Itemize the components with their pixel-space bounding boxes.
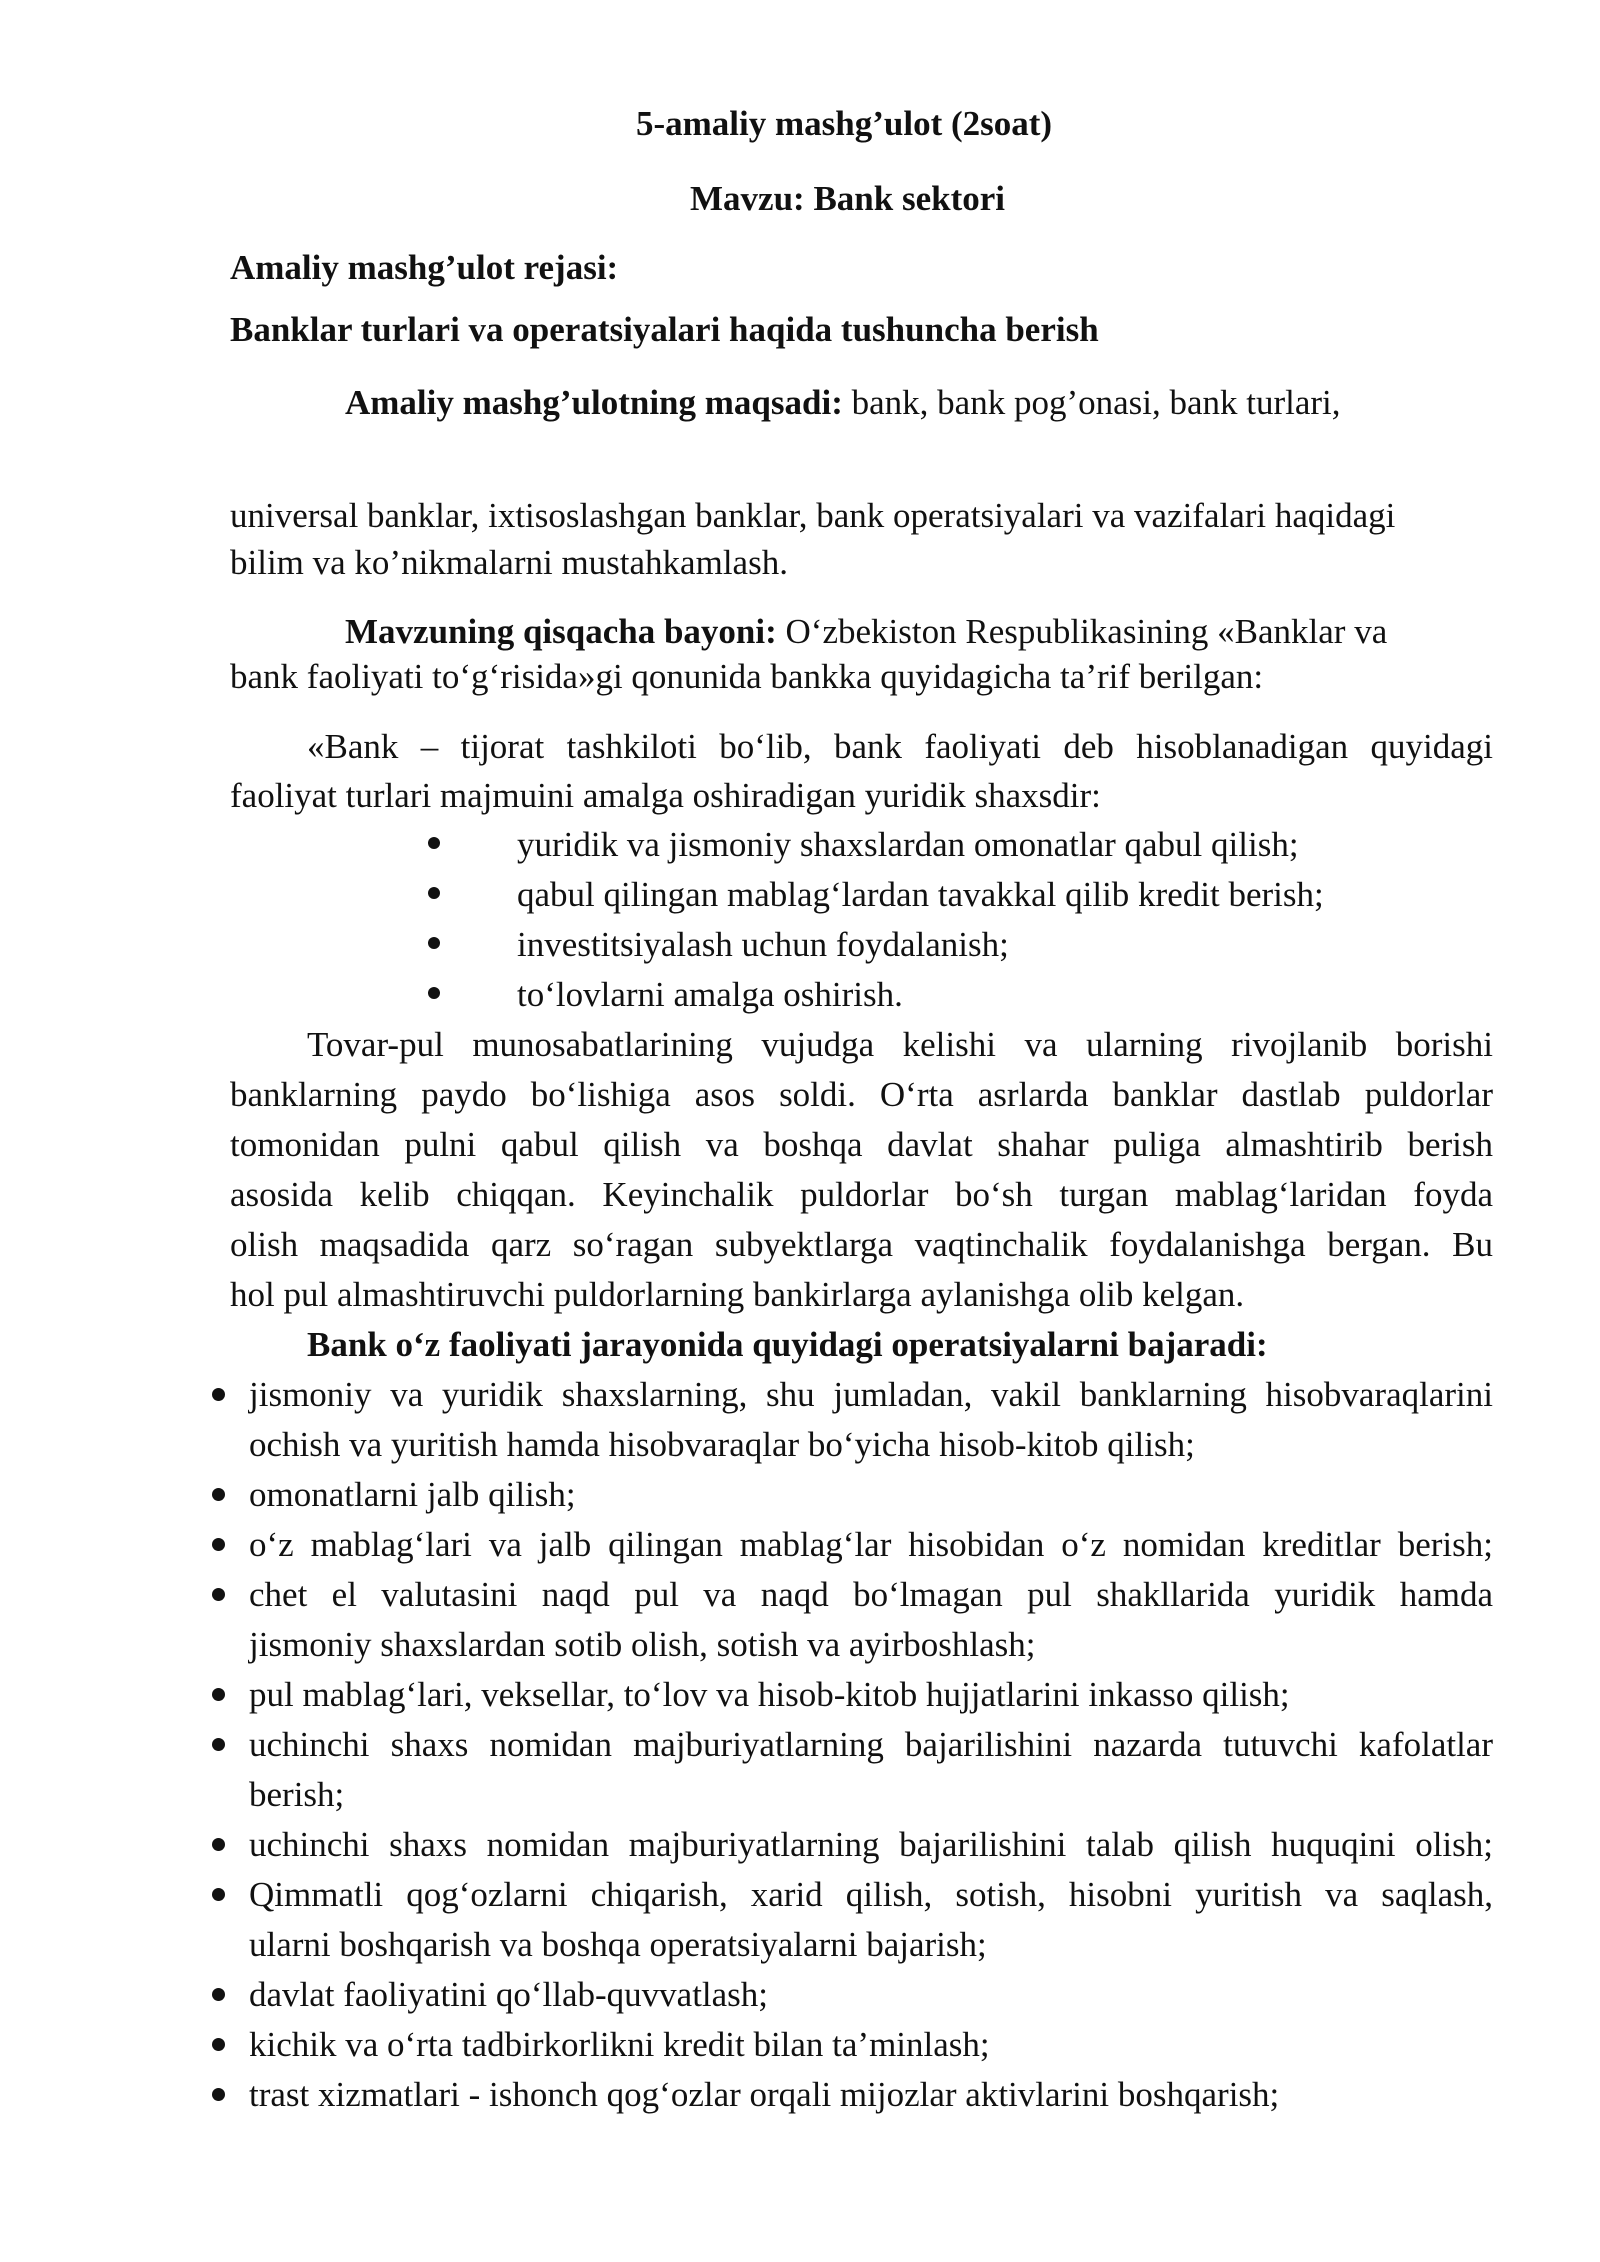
definition-bullet: yuridik va jismoniy shaxslardan omonatlar qabul qilish; [517, 825, 1299, 864]
bullet-icon [212, 1738, 225, 1751]
bullet-icon [212, 1838, 225, 1851]
purpose-line: bilim va ko’nikmalarni mustahkamlash. [230, 543, 788, 582]
operation-item: jismoniy va yuridik shaxslarning, shu jumladan, vakil banklarning hisobvaraqlarini [249, 1375, 1493, 1414]
operation-item: pul mablag‘lari, veksellar, to‘lov va hisob-kitob hujjatlarini inkasso qilish; [249, 1675, 1290, 1714]
operation-item: trast xizmatlari - ishonch qog‘ozlar orqali mijozlar aktivlarini boshqarish; [249, 2075, 1280, 2114]
operation-item-cont: ochish va yuritish hamda hisobvaraqlar bo‘yicha hisob-kitob qilish; [249, 1425, 1195, 1464]
operation-item: omonatlarni jalb qilish; [249, 1475, 576, 1514]
history-line: olish maqsadida qarz so‘ragan subyektlarga vaqtinchalik foydalanishga bergan. Bu [230, 1225, 1493, 1264]
bullet-icon [212, 1488, 225, 1501]
history-line: tomonidan pulni qabul qilish va boshqa davlat shahar puliga almashtirib berish [230, 1125, 1493, 1164]
purpose-label: Amaliy mashg’ulotning maqsadi: [345, 383, 843, 422]
page-title: 5-amaliy mashg’ulot (2soat) [636, 104, 1053, 143]
operation-item: uchinchi shaxs nomidan majburiyatlarning bajarilishini nazarda tutuvchi kafolatlar [249, 1725, 1493, 1764]
summary-text: O‘zbekiston Respublikasining «Banklar va [776, 612, 1388, 651]
plan-item: Banklar turlari va operatsiyalari haqida tushuncha berish [230, 310, 1099, 349]
operations-heading: Bank o‘z faoliyati jarayonida quyidagi operatsiyalarni bajaradi: [307, 1325, 1268, 1364]
operation-item: Qimmatli qog‘ozlarni chiqarish, xarid qilish, sotish, hisobni yuritish va saqlash, [249, 1875, 1493, 1914]
topic-title: Mavzu: Bank sektori [690, 179, 1005, 218]
history-line: asosida kelib chiqqan. Keyinchalik puldorlar bo‘sh turgan mablag‘laridan foyda [230, 1175, 1493, 1214]
bullet-icon [212, 2088, 225, 2101]
bullet-icon [428, 987, 440, 999]
operation-item-cont: jismoniy shaxslardan sotib olish, sotish va ayirboshlash; [249, 1625, 1036, 1664]
operation-item: chet el valutasini naqd pul va naqd bo‘lmagan pul shakllarida yuridik hamda [249, 1575, 1493, 1614]
operation-item-cont: berish; [249, 1775, 345, 1814]
bullet-icon [212, 2038, 225, 2051]
definition-bullet: to‘lovlarni amalga oshirish. [517, 975, 903, 1014]
purpose-first-line [345, 383, 1341, 423]
history-line: hol pul almashtiruvchi puldorlarning bankirlarga aylanishga olib kelgan. [230, 1275, 1245, 1314]
bullet-icon [212, 1388, 225, 1401]
history-line: Tovar-pul munosabatlarining vujudga kelishi va ularning rivojlanib borishi [307, 1025, 1493, 1064]
summary-line: bank faoliyati to‘g‘risida»gi qonunida bankka quyidagicha ta’rif berilgan: [230, 657, 1264, 696]
bullet-icon [212, 1988, 225, 2001]
bullet-icon [428, 937, 440, 949]
operation-item: uchinchi shaxs nomidan majburiyatlarning bajarilishini talab qilish huquqini olish; [249, 1825, 1493, 1864]
purpose-line: universal banklar, ixtisoslashgan banklar, bank operatsiyalari va vazifalari haqidagi [230, 496, 1396, 535]
bullet-icon [212, 1888, 225, 1901]
definition-line: faoliyat turlari majmuini amalga oshiradigan yuridik shaxsdir: [230, 776, 1101, 815]
operation-item: o‘z mablag‘lari va jalb qilingan mablag‘lar hisobidan o‘z nomidan kreditlar berish; [249, 1525, 1493, 1564]
definition-bullet: qabul qilingan mablag‘lardan tavakkal qilib kredit berish; [517, 875, 1324, 914]
definition-bullet: investitsiyalash uchun foydalanish; [517, 925, 1009, 964]
operation-item-cont: ularni boshqarish va boshqa operatsiyalarni bajarish; [249, 1925, 987, 1964]
summary-first-line [345, 612, 1387, 652]
operation-item: davlat faoliyatini qo‘llab-quvvatlash; [249, 1975, 769, 2014]
history-line: banklarning paydo bo‘lishiga asos soldi. O‘rta asrlarda banklar dastlab puldorlar [230, 1075, 1493, 1114]
summary-label: Mavzuning qisqacha bayoni: [345, 612, 777, 651]
operation-item: kichik va o‘rta tadbirkorlikni kredit bilan ta’minlash; [249, 2025, 990, 2064]
purpose-text: bank, bank pog’onasi, bank turlari, [842, 383, 1341, 422]
bullet-icon [212, 1538, 225, 1551]
plan-heading: Amaliy mashg’ulot rejasi: [230, 248, 619, 287]
bullet-icon [428, 837, 440, 849]
bullet-icon [428, 887, 440, 899]
bullet-icon [212, 1688, 225, 1701]
definition-line: «Bank – tijorat tashkiloti bo‘lib, bank faoliyati deb hisoblanadigan quyidagi [307, 727, 1493, 766]
bullet-icon [212, 1588, 225, 1601]
